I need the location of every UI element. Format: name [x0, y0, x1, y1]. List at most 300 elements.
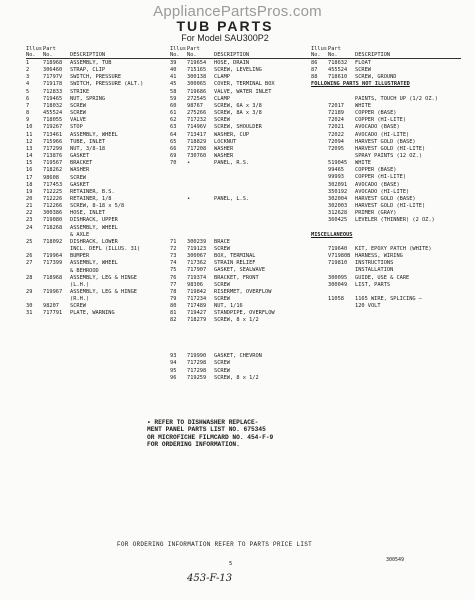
part-row — [170, 267, 312, 274]
part-row — [26, 139, 172, 146]
illus-number — [311, 217, 328, 224]
part-number: 719080 — [43, 217, 63, 224]
illus-number: 26 — [26, 253, 33, 260]
part-row — [311, 275, 461, 282]
part-description: LIST, PARTS — [355, 281, 391, 288]
part-description: PRIMER (GRAY) — [355, 210, 397, 217]
part-row — [26, 175, 172, 182]
part-description: LEVELER (THINNER) (2 OZ.) — [355, 217, 435, 224]
row-spacer — [170, 224, 312, 231]
row-spacer — [170, 167, 312, 174]
illus-number — [170, 196, 187, 203]
part-row — [170, 67, 312, 74]
parts-rows — [311, 60, 461, 310]
part-row — [26, 96, 172, 103]
part-number: • — [187, 195, 191, 202]
part-row — [170, 360, 312, 367]
part-row — [26, 239, 172, 246]
part-number: 719178 — [43, 81, 63, 88]
part-row — [26, 196, 172, 203]
illus-number — [311, 275, 328, 282]
illus-number — [311, 132, 328, 139]
part-description: (L.H.) — [70, 281, 90, 288]
model-subtitle: For Model SAU300P2 — [181, 33, 269, 43]
part-row — [26, 303, 172, 310]
part-row — [311, 246, 461, 253]
part-description: SCREW, 8 x 1/2 — [214, 317, 259, 324]
part-number: 719259 — [187, 374, 207, 381]
part-number: 717234 — [187, 296, 207, 303]
part-row — [311, 117, 461, 124]
illus-number: 81 — [170, 310, 177, 317]
illus-number: 20 — [26, 195, 33, 202]
part-description: WASHER — [70, 167, 90, 174]
illus-number: 59 — [170, 95, 177, 102]
part-description: STRIKE — [70, 88, 90, 95]
part-row — [311, 203, 461, 210]
part-row — [170, 310, 312, 317]
part-number: 718829 — [187, 138, 207, 145]
illus-number — [311, 253, 328, 260]
part-number: 306460 — [43, 67, 63, 74]
part-description: AVOCADO (BASE) — [355, 181, 400, 188]
part-row — [26, 60, 172, 67]
illus-number: 88 — [311, 74, 318, 81]
part-number: • — [187, 160, 191, 167]
part-number: 719374 — [187, 274, 207, 281]
part-number: 719686 — [187, 88, 207, 95]
part-row — [311, 282, 461, 289]
part-row — [26, 296, 172, 303]
part-row — [311, 124, 461, 131]
illus-number: 39 — [170, 60, 177, 66]
part-description: SCREW, LEVELING — [214, 67, 262, 74]
part-row — [170, 139, 312, 146]
part-description: RISERMET, OVERFLOW — [214, 288, 272, 295]
part-number: 718610 — [328, 74, 348, 81]
part-number: 717298 — [187, 367, 207, 374]
part-description: HOSE, INLET — [70, 210, 106, 217]
illus-number: 12 — [26, 138, 33, 145]
illus-number: 71 — [170, 238, 177, 245]
part-number: 717489 — [187, 303, 207, 310]
illus-number: 15 — [26, 160, 33, 167]
part-number: 719465 — [43, 95, 63, 102]
part-row — [170, 246, 312, 253]
part-row — [170, 260, 312, 267]
part-number: 302004 — [328, 195, 348, 202]
part-description: GASKET, SEALWAVE — [214, 267, 266, 274]
part-description: INSTALLATION — [355, 267, 394, 274]
part-row — [26, 289, 172, 296]
part-row — [26, 117, 172, 124]
part-number: 300095 — [328, 274, 348, 281]
ordering-note — [147, 419, 397, 449]
row-spacer — [311, 239, 461, 246]
part-description: VALVE — [70, 117, 86, 124]
part-row — [170, 132, 312, 139]
part-description: SCREW — [355, 67, 371, 74]
part-number: 98306 — [187, 281, 203, 288]
part-description: 1165 WIRE, SPLICING — — [355, 296, 422, 303]
part-description: AVOCADO (HI-LITE) — [355, 188, 410, 195]
parts-column-3 — [311, 46, 461, 310]
part-number: 718968 — [43, 60, 63, 66]
part-row — [311, 196, 461, 203]
illus-number — [311, 160, 328, 167]
part-row — [311, 260, 461, 267]
illus-number: 25 — [26, 238, 33, 245]
illus-number: 75 — [170, 267, 177, 274]
illus-number — [311, 124, 328, 131]
part-row — [26, 310, 172, 317]
part-description: RETAINER, 1/8 — [70, 195, 112, 202]
illus-number: 72 — [170, 245, 177, 252]
column-header — [26, 46, 172, 59]
header-part: Part No. — [43, 46, 56, 58]
part-number — [328, 267, 355, 274]
part-number: 519045 — [328, 160, 348, 167]
illus-number: 96 — [170, 374, 177, 381]
part-number: 72189 — [328, 110, 344, 117]
part-description: BUMPER — [70, 253, 90, 260]
part-description: SCREW, 6A x 3/8 — [214, 102, 262, 109]
part-description: COPPER (HI-LITE) — [355, 174, 407, 181]
row-spacer — [170, 232, 312, 239]
part-row — [311, 253, 461, 260]
part-number — [43, 232, 70, 239]
part-description: BRACE — [214, 238, 230, 245]
illus-number — [311, 182, 328, 189]
part-number: 72021 — [328, 124, 344, 131]
illus-number: 60 — [170, 102, 177, 109]
part-row — [170, 160, 312, 167]
part-row — [311, 132, 461, 139]
part-row — [311, 210, 461, 217]
part-number: 713461 — [43, 131, 63, 138]
part-description: GUIDE, USE & CARE — [355, 274, 410, 281]
row-spacer — [170, 325, 312, 332]
part-number: 300386 — [43, 210, 63, 217]
part-number: 718632 — [328, 60, 348, 66]
part-row — [311, 174, 461, 181]
column-header — [311, 46, 461, 59]
part-description: BRACKET — [70, 160, 93, 167]
part-number: 360425 — [328, 217, 348, 224]
part-row — [311, 67, 461, 74]
part-number: 300049 — [328, 281, 348, 288]
illus-number: 82 — [170, 317, 177, 324]
part-description: PANEL, L.S. — [214, 195, 250, 202]
part-number: 455524 — [43, 110, 63, 117]
illus-number — [311, 153, 328, 160]
part-number — [43, 296, 70, 303]
part-number: 717362 — [187, 260, 207, 267]
part-number: 98767 — [187, 102, 203, 109]
part-description: AVOCADO (HI-LITE) — [355, 131, 410, 138]
part-description: HARVEST GOLD (BASE) — [355, 195, 416, 202]
illus-number: 4 — [26, 81, 30, 88]
part-description: SCREW — [214, 367, 230, 374]
part-row — [311, 146, 461, 153]
part-number: 455524 — [328, 67, 348, 74]
part-row — [311, 96, 461, 103]
part-description: STANDPIPE, OVERFLOW — [214, 310, 275, 317]
part-number: 718279 — [187, 317, 207, 324]
illus-number: 73 — [170, 253, 177, 260]
part-number: 275266 — [187, 110, 207, 117]
part-row — [26, 282, 172, 289]
part-description: TUBE, INLET — [70, 138, 106, 145]
part-row — [170, 289, 312, 296]
illus-number: 65 — [170, 138, 177, 145]
part-description: SCREW — [70, 303, 86, 310]
part-description: NUT, 1/16 — [214, 303, 243, 310]
part-number: 350192 — [328, 188, 348, 195]
part-number: 719267 — [43, 124, 63, 131]
part-description: RETAINER, B.S. — [70, 188, 115, 195]
part-number: 72094 — [328, 138, 344, 145]
parts-rows — [26, 60, 172, 318]
part-number: 99465 — [328, 167, 344, 174]
illus-number: 40 — [170, 67, 177, 74]
illus-number: 13 — [26, 145, 33, 152]
part-row — [170, 196, 312, 203]
header-illus: Illus. No. — [170, 46, 190, 58]
part-row — [311, 160, 461, 167]
part-row — [311, 103, 461, 110]
part-number: 72024 — [328, 117, 344, 124]
illus-number: 64 — [170, 131, 177, 138]
illus-number: 21 — [26, 203, 33, 210]
part-number — [328, 153, 355, 160]
part-number: 717453 — [43, 181, 63, 188]
row-spacer — [170, 210, 312, 217]
part-number: 718055 — [43, 117, 63, 124]
part-row — [170, 282, 312, 289]
part-row — [170, 103, 312, 110]
part-description: SCREW — [214, 296, 230, 303]
illus-number — [311, 246, 328, 253]
part-number: 72017 — [328, 102, 344, 109]
row-spacer — [311, 289, 461, 296]
parts-column-2 — [170, 46, 312, 382]
part-description: GASKET — [70, 153, 90, 160]
part-row — [26, 253, 172, 260]
illus-number — [311, 103, 328, 110]
note-line: FOR ORDERING INFORMATION. — [147, 441, 240, 449]
part-number: 719842 — [187, 288, 207, 295]
part-description: & BEHROOD — [70, 267, 99, 274]
part-description: SCREW — [214, 245, 230, 252]
part-number — [43, 268, 70, 275]
part-row — [170, 96, 312, 103]
illus-number — [311, 210, 328, 217]
part-number: 300065 — [187, 81, 207, 88]
part-row — [170, 375, 312, 382]
part-description: BOX, TERMINAL — [214, 253, 256, 260]
part-row — [26, 260, 172, 267]
row-spacer — [170, 203, 312, 210]
part-number: 71496V — [187, 124, 207, 131]
part-description: ASSEMBLY, WHEEL — [70, 260, 118, 267]
part-description: SCREW, 8 x 1/2 — [214, 374, 259, 381]
illus-number — [26, 296, 43, 303]
part-row — [311, 296, 461, 303]
part-description: HARVEST GOLD (BASE) — [355, 138, 416, 145]
part-row — [311, 267, 461, 274]
part-row — [170, 303, 312, 310]
illus-number: 8 — [26, 110, 30, 117]
part-description: SCREW — [70, 174, 86, 181]
illus-number: 28 — [26, 274, 33, 281]
part-row — [26, 225, 172, 232]
illus-number: 22 — [26, 210, 33, 217]
page-title: TUB PARTS — [176, 18, 274, 34]
illus-number — [311, 174, 328, 181]
illus-number: 11 — [26, 131, 33, 138]
part-row — [170, 317, 312, 324]
illus-number — [26, 282, 43, 289]
part-row — [170, 368, 312, 375]
part-number: 712225 — [43, 188, 63, 195]
part-description: NUT, 3/8-18 — [70, 145, 106, 152]
part-description: SCREW — [70, 110, 86, 117]
part-description: LOCKNUT — [214, 138, 237, 145]
illus-number — [26, 246, 43, 253]
part-number: 730760 — [187, 153, 207, 160]
part-description: ASSEMBLY, TUB — [70, 60, 112, 66]
part-row — [26, 124, 172, 131]
part-number: 717907 — [187, 267, 207, 274]
part-number: 715966 — [43, 138, 63, 145]
illus-number — [311, 260, 328, 267]
illus-number: 77 — [170, 281, 177, 288]
illus-number: 24 — [26, 224, 33, 231]
part-row — [311, 60, 461, 67]
part-number: 719123 — [187, 245, 207, 252]
part-number: V71980B — [328, 253, 351, 260]
parts-column-1 — [26, 46, 172, 318]
part-number — [328, 96, 355, 103]
part-row — [170, 60, 312, 67]
illus-number: 18 — [26, 181, 33, 188]
illus-number — [311, 189, 328, 196]
illus-number — [311, 117, 328, 124]
illus-number: 2 — [26, 67, 30, 74]
illus-number: 23 — [26, 217, 33, 224]
illus-number — [311, 96, 328, 103]
header-illus: Illus. No. — [311, 46, 331, 58]
part-number: 717232 — [187, 117, 207, 124]
part-description: SCREW, GROUND — [355, 74, 397, 81]
part-row — [170, 124, 312, 131]
part-number: 719654 — [187, 60, 207, 66]
part-row — [311, 74, 461, 81]
part-row — [26, 246, 172, 253]
part-description: WASHER, CUP — [214, 131, 250, 138]
part-number: 719427 — [187, 310, 207, 317]
part-number: 717298 — [187, 360, 207, 367]
part-row — [26, 132, 172, 139]
part-description: PANEL, R.S. — [214, 160, 250, 167]
part-row — [26, 81, 172, 88]
part-number: 713876 — [43, 153, 63, 160]
part-description: SWITCH, PRESSURE (ALT.) — [70, 81, 144, 88]
page-number: 5 — [229, 561, 233, 567]
part-row — [26, 110, 172, 117]
part-number — [43, 246, 70, 253]
part-number — [43, 282, 70, 289]
part-number: 719967 — [43, 289, 63, 295]
part-description: WHITE — [355, 160, 371, 167]
illus-number: 1 — [26, 60, 30, 66]
illus-number: 17 — [26, 174, 33, 181]
part-row — [311, 139, 461, 146]
header-part: Part No. — [187, 46, 200, 58]
illus-number: 30 — [26, 303, 33, 310]
header-description: DESCRIPTION — [70, 52, 106, 58]
part-row — [170, 153, 312, 160]
illus-number — [311, 203, 328, 210]
part-description: ASSEMBLY, WHEEL — [70, 131, 118, 138]
part-description: AVOCADO (BASE) — [355, 124, 400, 131]
part-row — [170, 110, 312, 117]
part-description: COPPER (HI-LITE) — [355, 117, 407, 124]
header-illus: Illus. No. — [26, 46, 46, 58]
part-row — [26, 203, 172, 210]
part-description: INSTRUCTIONS — [355, 260, 394, 267]
part-description: CLAMP — [214, 95, 230, 102]
part-number: 718032 — [43, 102, 63, 109]
part-row — [311, 189, 461, 196]
site-watermark: AppliancePartsPros.com — [153, 3, 322, 20]
illus-number: 70 — [170, 160, 177, 167]
illus-number: 74 — [170, 260, 177, 267]
part-description: NUT, SPRING — [70, 95, 106, 102]
part-number: 72095 — [328, 145, 344, 152]
illus-number — [26, 232, 43, 239]
part-row — [311, 167, 461, 174]
illus-number: 7 — [26, 102, 30, 109]
illus-number: 63 — [170, 124, 177, 131]
header-description: DESCRIPTION — [355, 52, 391, 58]
part-number: 718092 — [43, 238, 63, 245]
part-row — [26, 67, 172, 74]
part-description: SCREW — [214, 360, 230, 367]
part-row — [26, 275, 172, 282]
part-description: GASKET, CHEVRON — [214, 353, 262, 360]
parts-rows — [170, 60, 312, 382]
part-number — [328, 303, 355, 310]
row-spacer — [170, 217, 312, 224]
part-description: (R.H.) — [70, 296, 90, 303]
part-number: 72022 — [328, 131, 344, 138]
illus-number: 6 — [26, 95, 30, 102]
document-code: 300549 — [386, 557, 405, 563]
part-row — [26, 189, 172, 196]
handwritten-note: 453-F-13 — [187, 573, 233, 584]
part-description: INCL. DEFL (ILLUS. 31) — [70, 246, 141, 253]
part-row — [170, 117, 312, 124]
illus-number: 16 — [26, 167, 33, 174]
ordering-footer: FOR ORDERING INFORMATION REFER TO PARTS PRICE LIST — [117, 541, 313, 548]
part-description: HARVEST GOLD (HI-LITE) — [355, 203, 426, 210]
illus-number: 61 — [170, 110, 177, 117]
part-description: HARNESS, WIRING — [355, 253, 403, 260]
part-description: SCREW, 8A x 3/8 — [214, 110, 262, 117]
part-row — [170, 89, 312, 96]
